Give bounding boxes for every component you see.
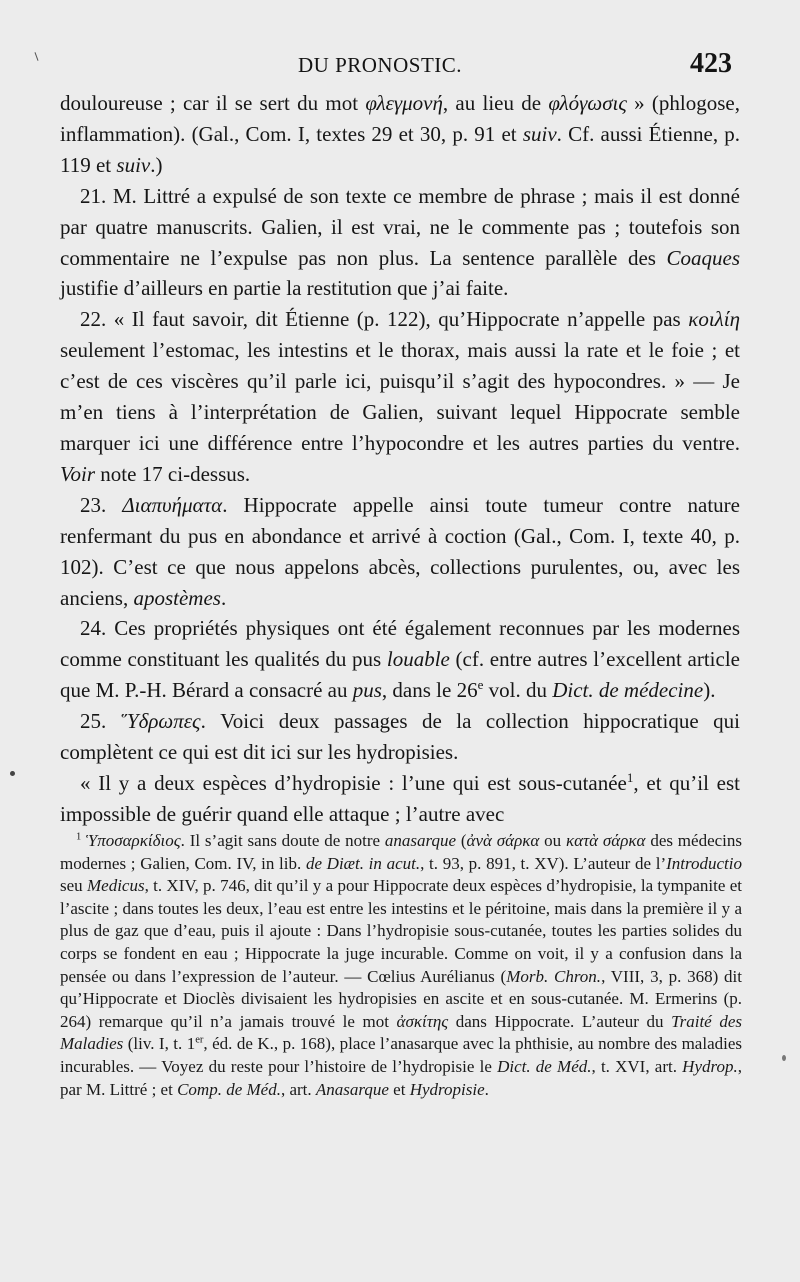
text-run: , par M. Littré ; et: [60, 1056, 742, 1099]
text-run: , dans le 26: [381, 678, 478, 703]
note-23: [60, 490, 740, 614]
note-25: [60, 706, 740, 768]
text-run: 21. M. Littré a expulsé de son texte ce membre de phrase ; mais il est donné par quatre manuscrits. Galien, il est vrai, ne le commente pas ; toutefois son commentaire ne l’expulse pas non plus. La sentence parallèle des: [60, 183, 740, 270]
italic-run: ἀσκίτης: [396, 1011, 449, 1031]
italic-run: louable: [386, 647, 450, 672]
italic-run: suiv: [116, 152, 151, 177]
italic-run: Introductio: [666, 853, 742, 873]
text-run: douloureuse ; car il se sert du mot: [60, 91, 366, 115]
text-run: , t. 93, p. 891, t. XV). L’auteur de l’: [420, 853, 667, 873]
text-run: ou: [539, 831, 566, 850]
text-run: 22. « Il faut savoir, dit Étienne (p. 122), qu’Hippocrate n’appelle pas: [80, 307, 689, 332]
italic-run: pus: [352, 678, 382, 703]
text-run: des médecins modernes ; Galien, Com. IV, in lib.: [60, 831, 743, 873]
italic-run: Dict. de médecine: [552, 678, 704, 703]
italic-run: Traité des Maladies: [60, 1011, 742, 1054]
margin-dot: [10, 771, 15, 776]
italic-run: Hydrop.: [682, 1056, 738, 1076]
note-21: [60, 181, 740, 305]
text-run: , au lieu de: [442, 91, 549, 115]
text-run: .: [484, 1079, 489, 1099]
italic-run: Hydropisie: [409, 1079, 485, 1099]
page-number: 423: [690, 48, 732, 79]
superscript: er: [195, 1034, 204, 1046]
italic-run: ἀνὰ σάρκα: [466, 831, 540, 850]
text-run: seu: [60, 876, 87, 896]
main-text: [60, 88, 740, 830]
italic-run: suiv: [522, 121, 557, 146]
text-run: , art.: [280, 1079, 316, 1099]
text-run: (: [456, 831, 467, 850]
note-22: [60, 304, 740, 489]
text-run: . Voici deux passages de la collection hippocratique qui complètent ce qui est dit ici sur les hydropisies.: [60, 709, 740, 765]
superscript: 1: [626, 769, 634, 785]
text-run: . Il s’agit sans doute de notre: [180, 831, 385, 850]
margin-speck: [782, 1055, 786, 1061]
text-run: 24. Ces propriétés physiques ont été également reconnues par les modernes comme constituant les qualités du pus: [60, 616, 740, 672]
paragraph-continued: [60, 88, 740, 181]
italic-run: φλόγωσις: [548, 91, 627, 115]
text-run: . Hippocrate appelle ainsi toute tumeur contre nature renfermant du pus en abondance et arrivé à coction (Gal., Com. I, texte 40, p. 102). C’est ce que nous appelons abcès, collections purulentes, ou, avec les anciens,: [60, 492, 740, 610]
italic-run: Anasarque: [315, 1079, 389, 1099]
text-run: ).: [703, 678, 716, 703]
text-run: (liv. I, t. 1: [123, 1034, 196, 1054]
italic-run: Ὕδρωπες: [120, 709, 201, 734]
italic-run: κοιλίη: [688, 307, 740, 332]
text-run: .: [220, 585, 227, 610]
italic-run: Morb. Chron.: [506, 966, 602, 986]
text-run: (cf. entre autres l’excellent article que M. P.-H. Bérard a consacré au: [60, 647, 740, 703]
footnote: [60, 830, 742, 1101]
text-run: vol. du: [483, 678, 553, 703]
text-run: » (phlogose, inflammation). (Gal., Com. I, textes 29 et 30, p. 91 et: [60, 91, 741, 146]
text-run: , t. XIV, p. 746, dit qu’il y a pour Hippocrate deux espèces d’hydropisie, la tympanite et l’ascite ; dans toutes les deux, l’eau est entre les intestins et le péritoine, mais dans la première il y a plus de gaz que d’eau, puis il ajoute : Dans l’hydropisie sous-cutanée, toutes les parties solides du corps se fondent en eau ; Hippocrate la juge incurable. Comme on voit, il y a confusion dans la pensée ou dans l’expression de l’auteur. — Cœlius Aurélianus (: [60, 876, 742, 986]
italic-run: φλεγμονή: [365, 91, 443, 115]
text-run: 25.: [80, 709, 121, 734]
italic-run: Ὑποσαρκίδιος: [86, 831, 181, 850]
italic-run: de Diæt. in acut.: [305, 853, 421, 873]
italic-run: anasarque: [384, 831, 457, 850]
italic-run: apostèmes: [133, 585, 221, 610]
text-run: « Il y a deux espèces d’hydropisie : l’une qui est sous-cutanée: [80, 770, 627, 795]
text-run: .): [150, 152, 163, 177]
superscript: 1: [76, 831, 82, 843]
text-run: dans Hippocrate. L’auteur du: [448, 1011, 672, 1031]
text-run: seulement l’estomac, les intestins et le thorax, mais aussi la rate et le foie ; et c’est de ces viscères qu’il parle ici, puisqu’il s’agit des hypocondres. » — Je m’en tiens à l’interprétation de Galien, suivant lequel Hippocrate semble marquer ici une différence entre l’hypocondre et les autres parties du ventre.: [60, 338, 740, 455]
italic-run: Διαπυήματα: [122, 492, 223, 517]
superscript: e: [477, 677, 484, 693]
italic-run: κατὰ σάρκα: [566, 831, 646, 850]
text-run: et: [388, 1079, 410, 1099]
italic-run: Comp. de Méd.: [177, 1079, 281, 1099]
italic-run: Voir: [60, 461, 96, 486]
text-run: , éd. de K., p. 168), place l’anasarque avec la phthisie, au nombre des maladies incurables. — Voyez du reste pour l’histoire de l’hydropisie le: [60, 1034, 743, 1076]
italic-run: Dict. de Méd.: [497, 1056, 592, 1076]
italic-run: Medicus: [86, 876, 145, 896]
note-24: [60, 613, 740, 706]
text-run: , VIII, 3, p. 368) dit qu’Hippocrate et Dioclès divisaient les hydropisies en ascite et en sous-cutanée. M. Ermerins (p. 264) remarque qu’il n’a jamais trouvé le mot: [60, 966, 742, 1031]
text-run: . Cf. aussi Étienne, p. 119 et: [60, 121, 740, 177]
quotation: [60, 768, 740, 830]
running-title: DU PRONOSTIC.: [298, 53, 463, 77]
text-run: , t. XVI, art.: [591, 1056, 683, 1076]
text-run: justifie d’ailleurs en partie la restitution que j’ai faite.: [60, 276, 509, 301]
text-run: note 17 ci-dessus.: [95, 461, 251, 486]
running-header: [0, 50, 800, 86]
text-run: 23.: [80, 492, 123, 517]
text-run: , et qu’il est impossible de guérir quand elle attaque ; l’autre avec: [60, 770, 740, 826]
footnote-text: [60, 830, 742, 1101]
italic-run: Coaques: [666, 245, 740, 270]
